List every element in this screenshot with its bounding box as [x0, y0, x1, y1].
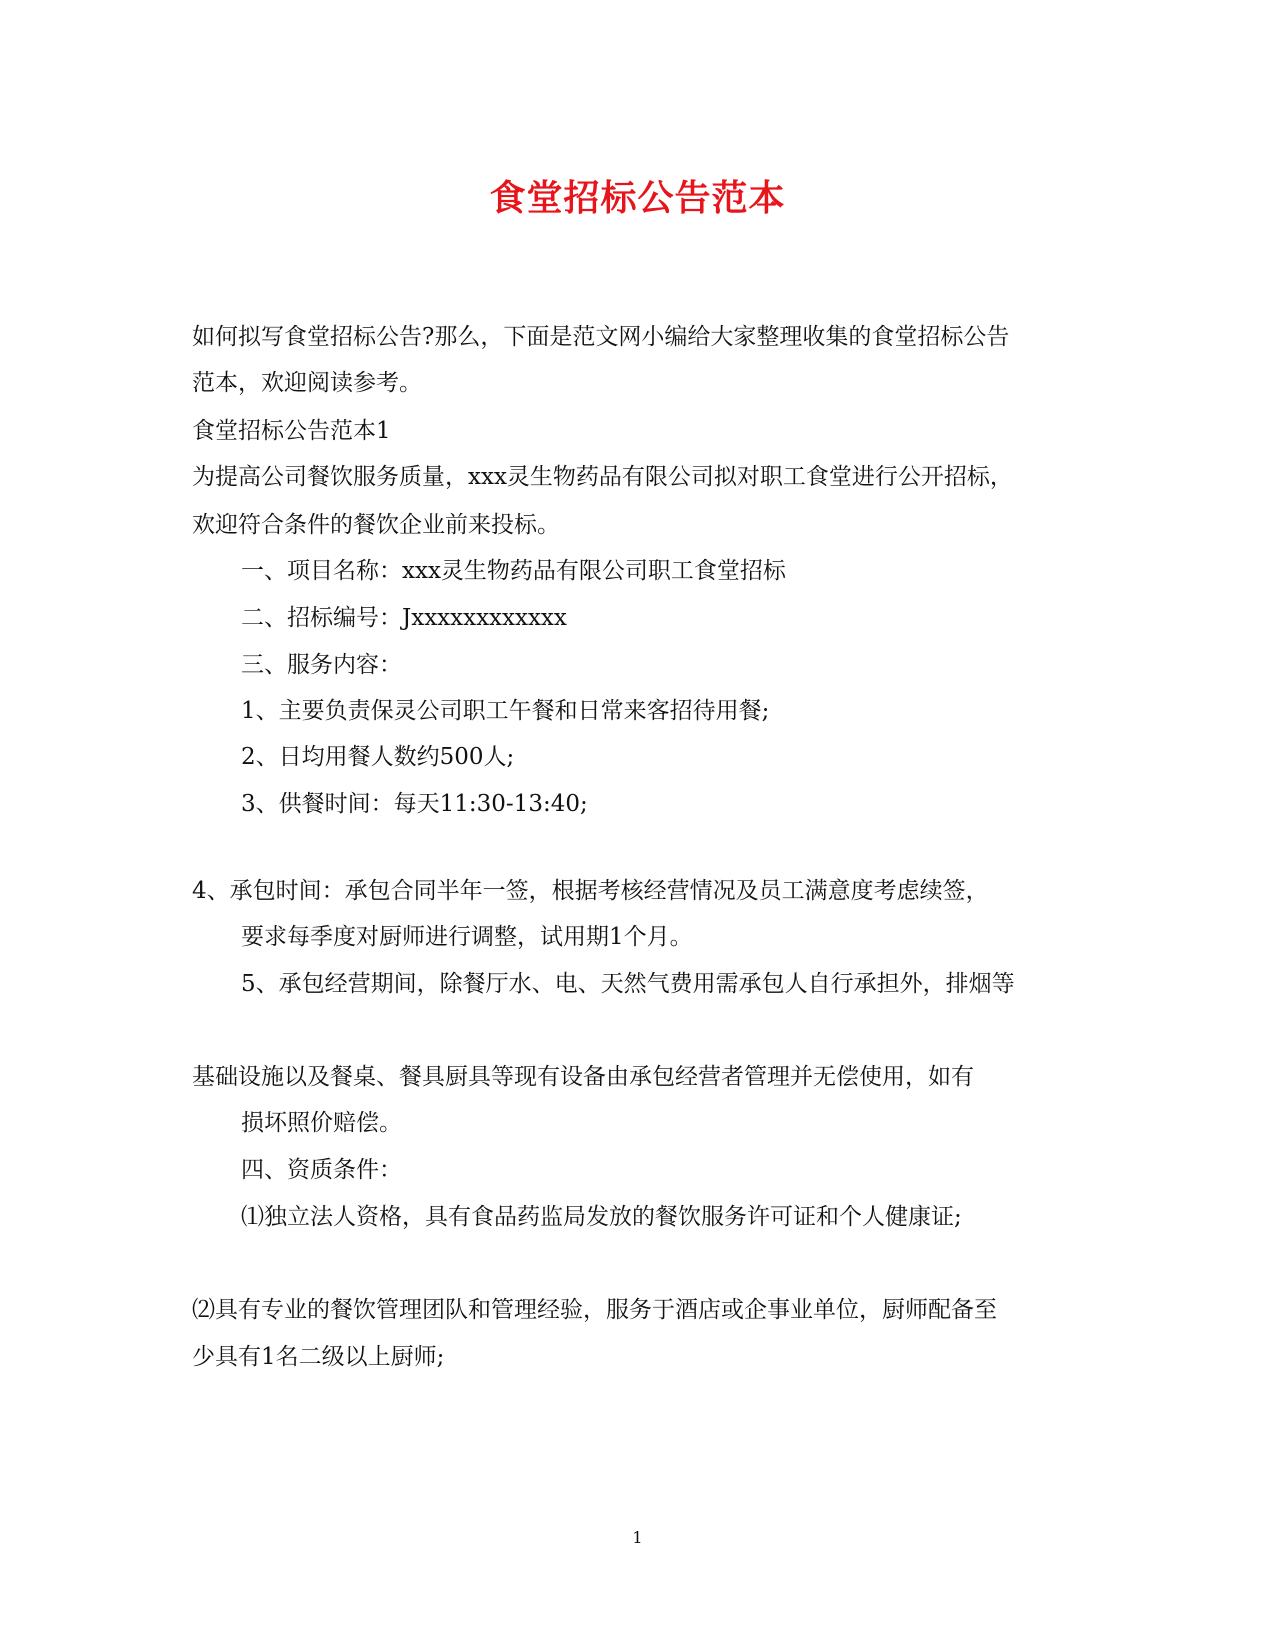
- list-item: 5、承包经营期间，除餐厅水、电、天然气费用需承包人自行承担外，排烟等: [241, 971, 1015, 997]
- list-item: 2、日均用餐人数约500人;: [241, 744, 515, 770]
- paragraph-line: 如何拟写食堂招标公告?那么，下面是范文网小编给大家整理收集的食堂招标公告: [192, 324, 1010, 350]
- list-item: 一、项目名称：xxx灵生物药品有限公司职工食堂招标: [241, 558, 786, 584]
- list-item: ⑵具有专业的餐饮管理团队和管理经验，服务于酒店或企事业单位，厨师配备至: [192, 1297, 997, 1323]
- paragraph-line: 范本，欢迎阅读参考。: [192, 370, 422, 396]
- page-number: 1: [632, 1528, 643, 1547]
- paragraph-line: 要求每季度对厨师进行调整，试用期1个月。: [241, 924, 693, 950]
- paragraph-line: 损坏照价赔偿。: [241, 1110, 402, 1136]
- document-title: 食堂招标公告范本: [489, 177, 786, 219]
- section-heading: 食堂招标公告范本1: [192, 418, 391, 444]
- paragraph-line: 为提高公司餐饮服务质量，xxx灵生物药品有限公司拟对职工食堂进行公开招标，: [192, 464, 1013, 490]
- list-item: 四、资质条件：: [241, 1157, 402, 1183]
- paragraph-line: 欢迎符合条件的餐饮企业前来投标。: [192, 512, 560, 538]
- list-item: 3、供餐时间：每天11:30-13:40;: [241, 791, 588, 817]
- list-item: 三、服务内容：: [241, 652, 402, 678]
- list-item: 1、主要负责保灵公司职工午餐和日常来客招待用餐;: [241, 698, 770, 724]
- list-item: ⑴独立法人资格，具有食品药监局发放的餐饮服务许可证和个人健康证;: [241, 1204, 962, 1230]
- paragraph-line: 基础设施以及餐桌、餐具厨具等现有设备由承包经营者管理并无偿使用，如有: [192, 1064, 974, 1090]
- paragraph-line: 少具有1名二级以上厨师;: [192, 1344, 445, 1370]
- list-item: 4、承包时间：承包合同半年一签，根据考核经营情况及员工满意度考虑续签，: [192, 878, 989, 904]
- list-item: 二、招标编号：Jxxxxxxxxxxxx: [241, 605, 567, 631]
